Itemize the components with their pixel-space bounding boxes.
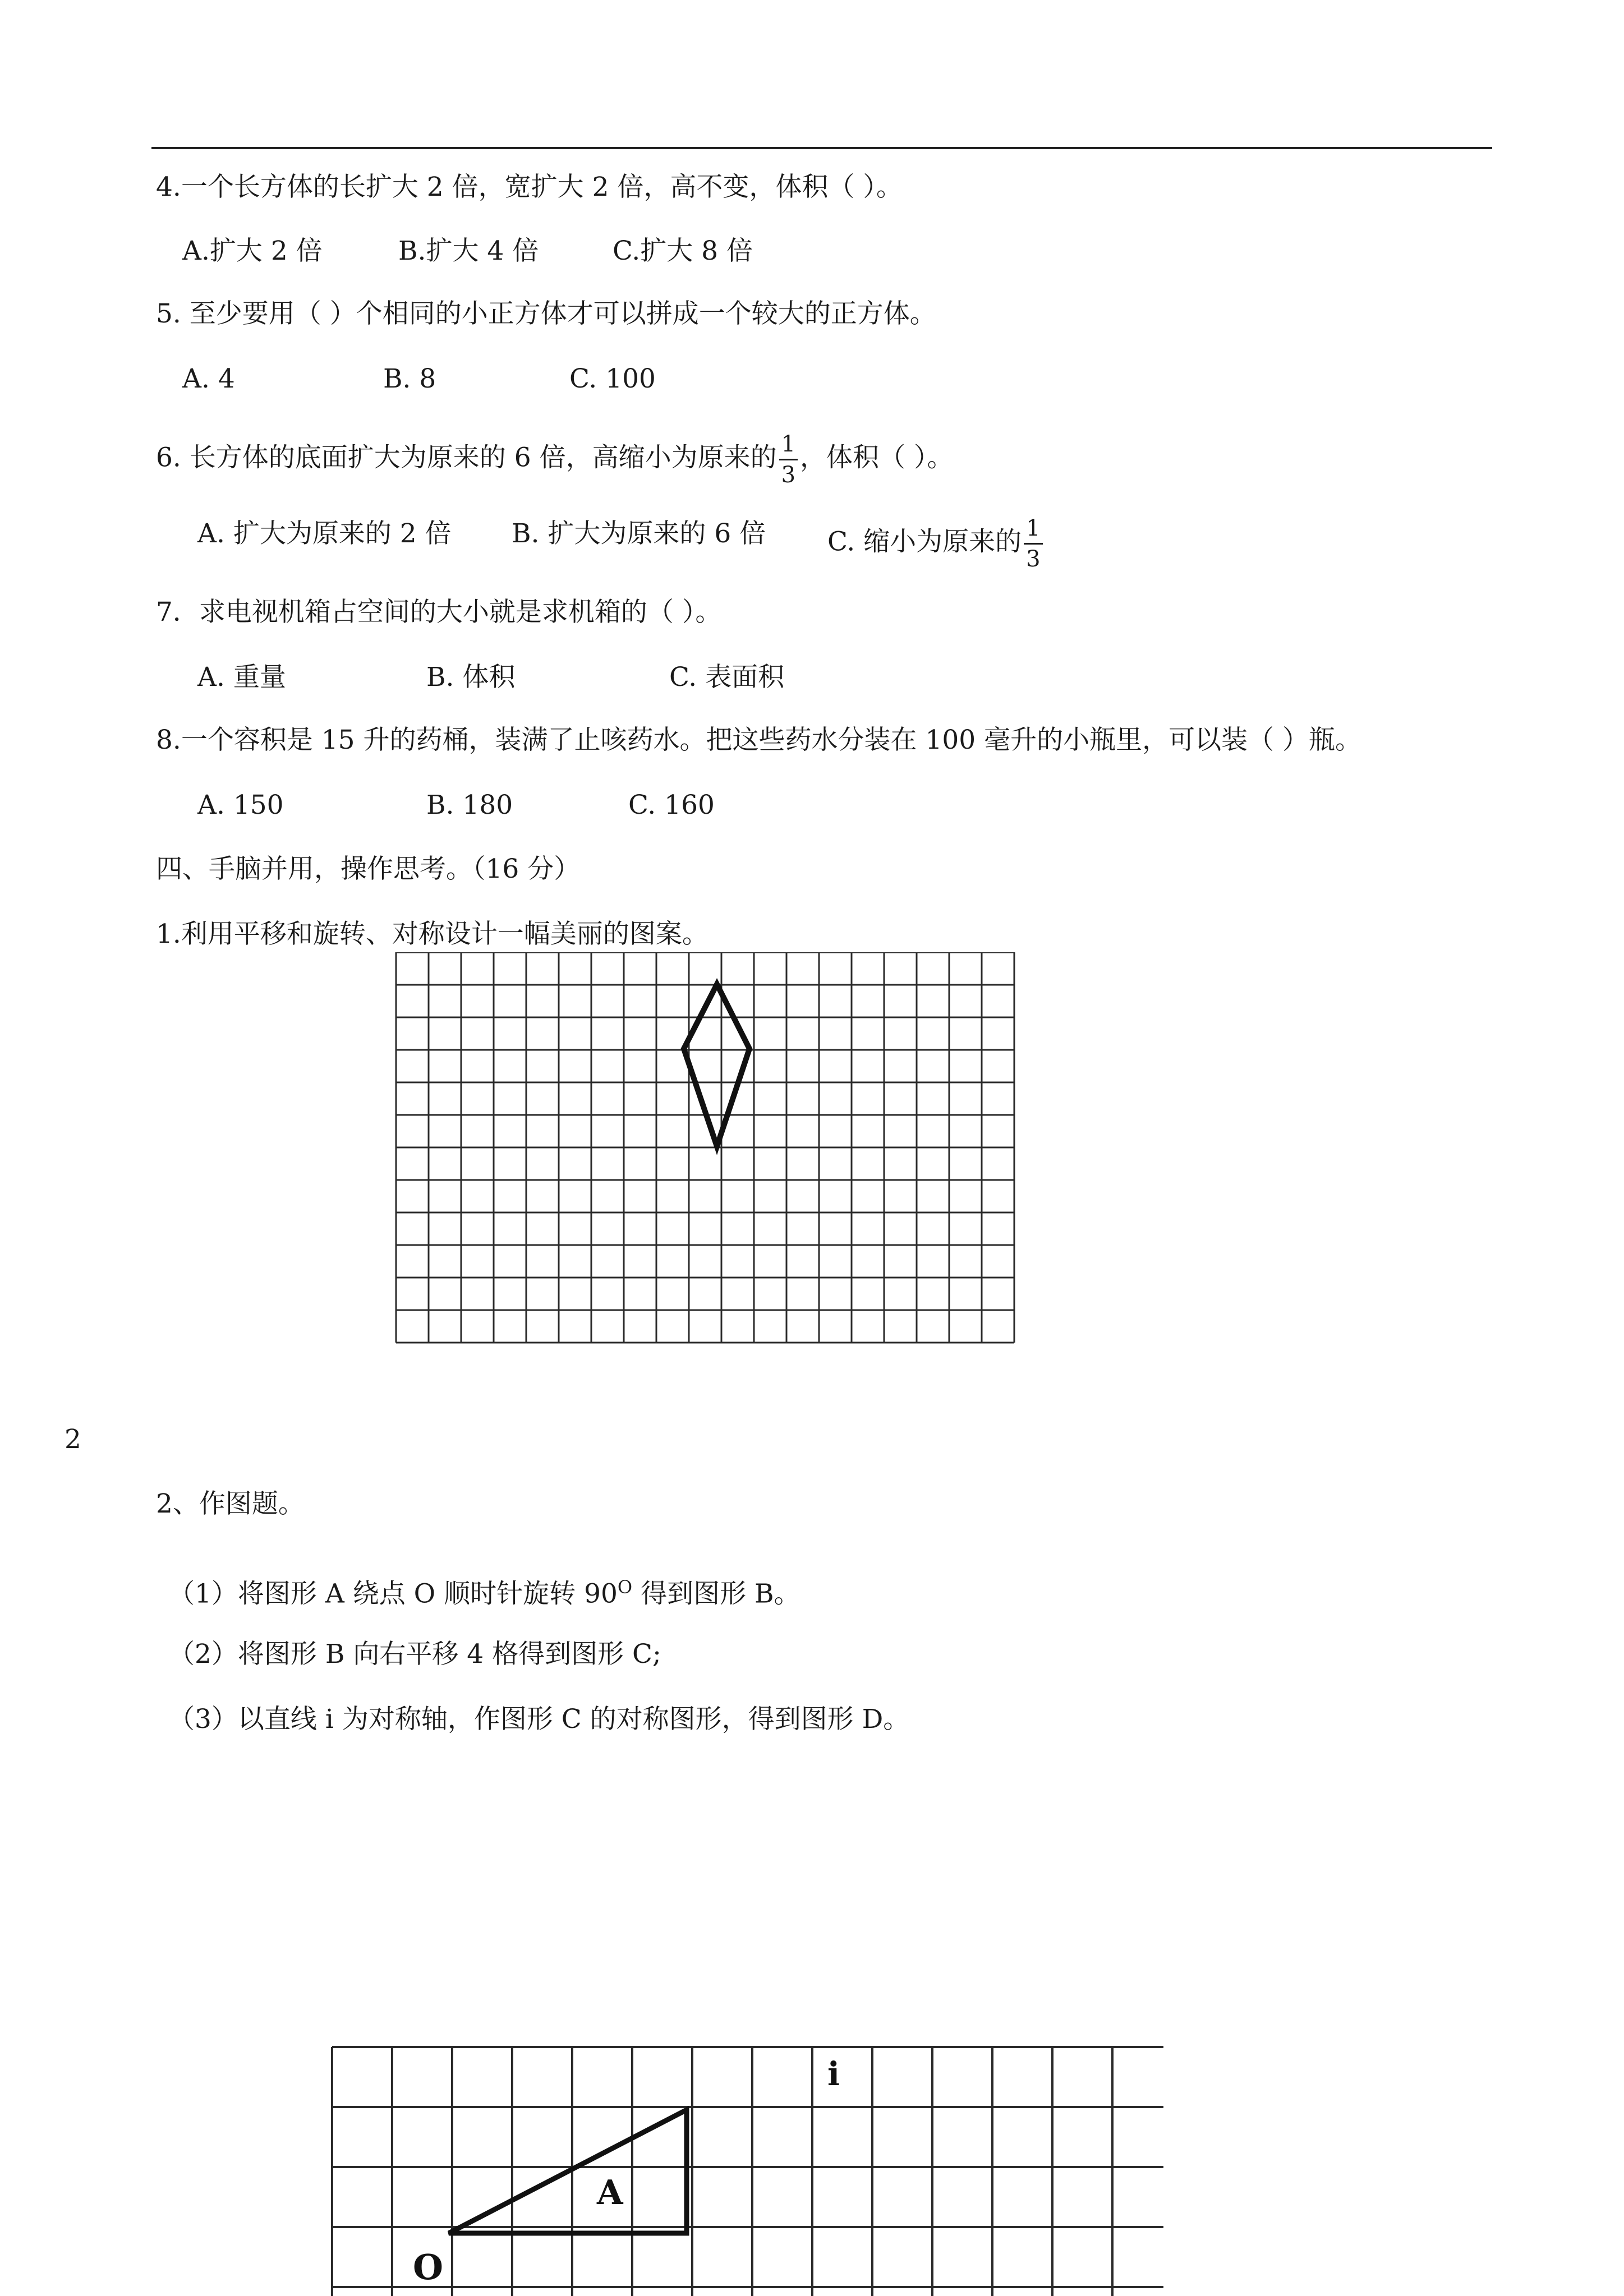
page-number: 2: [65, 1424, 81, 1455]
task-2-step-1-tail: 得到图形 B。: [632, 1578, 801, 1610]
transform-grid-lines: [332, 2047, 1163, 2296]
task-2-title: 2、作图题。: [156, 1488, 305, 1519]
question-4-option-a: A.扩大 2 倍: [182, 236, 323, 266]
task-2-step-2: （2）将图形 B 向右平移 4 格得到图形 C;: [168, 1639, 661, 1670]
header-rule: [151, 147, 1492, 149]
question-8-stem: 8.一个容积是 15 升的药桶，装满了止咳药水。把这些药水分装在 100 毫升的小瓶里，可以装（ ）瓶。: [156, 725, 1362, 755]
task-2-step-1-text: （1）将图形 A 绕点 O 顺时针旋转 90: [168, 1578, 618, 1610]
question-7-option-a: A. 重量: [197, 662, 286, 693]
question-6-stem-before: 6. 长方体的底面扩大为原来的 6 倍，高缩小为原来的: [156, 442, 777, 473]
option-c-fraction-numerator: 1: [1024, 517, 1042, 545]
transform-grid: [328, 2043, 1163, 2296]
question-4-stem: 4.一个长方体的长扩大 2 倍，宽扩大 2 倍，高不变，体积（ ）。: [156, 172, 903, 202]
question-6-option-c: [827, 517, 1045, 570]
question-7-option-b: B. 体积: [426, 662, 516, 693]
section-4-title: 四、手脑并用，操作思考。（16 分）: [156, 854, 581, 884]
question-8-option-b: B. 180: [426, 790, 513, 820]
question-7-stem: 7．求电视机箱占空间的大小就是求机箱的（ ）。: [156, 597, 722, 628]
question-6-option-b: B. 扩大为原来的 6 倍: [512, 518, 766, 549]
question-5-stem: 5. 至少要用（ ）个相同的小正方体才可以拼成一个较大的正方体。: [156, 298, 936, 329]
question-5-option-a: A. 4: [182, 363, 235, 394]
question-5-option-b: B. 8: [383, 363, 436, 394]
triangle-a: [449, 2110, 687, 2233]
question-6-stem: [156, 433, 953, 486]
question-6-option-a: A. 扩大为原来的 2 倍: [197, 518, 452, 549]
question-6-stem-after: ，体积（ ）。: [800, 442, 954, 473]
axis-label-i: i: [827, 2055, 840, 2093]
option-c-fraction: [1024, 517, 1042, 570]
fraction-numerator: 1: [779, 433, 798, 460]
design-grid: [387, 952, 1015, 1350]
question-4-option-c: C.扩大 8 倍: [613, 236, 753, 266]
kite-shape: [684, 984, 749, 1146]
fraction-denominator: 3: [781, 462, 796, 488]
question-4-option-b: B.扩大 4 倍: [398, 236, 539, 266]
degree-mark: O: [617, 1576, 633, 1598]
fraction-one-third: [779, 433, 798, 486]
point-label-o: O: [413, 2247, 444, 2288]
question-8-option-a: A. 150: [197, 790, 284, 820]
option-c-fraction-denominator: 3: [1026, 546, 1041, 572]
task-2-step-3: （3）以直线 i 为对称轴，作图形 C 的对称图形，得到图形 D。: [168, 1704, 910, 1735]
question-7-option-c: C. 表面积: [669, 662, 785, 693]
task-2-step-1: [168, 1570, 801, 1611]
question-8-option-c: C. 160: [628, 790, 715, 820]
question-5-option-c: C. 100: [569, 363, 656, 394]
task-1-text: 1.利用平移和旋转、对称设计一幅美丽的图案。: [156, 919, 709, 949]
shape-label-a: A: [597, 2173, 623, 2212]
question-6-option-c-text: C. 缩小为原来的: [827, 526, 1022, 557]
